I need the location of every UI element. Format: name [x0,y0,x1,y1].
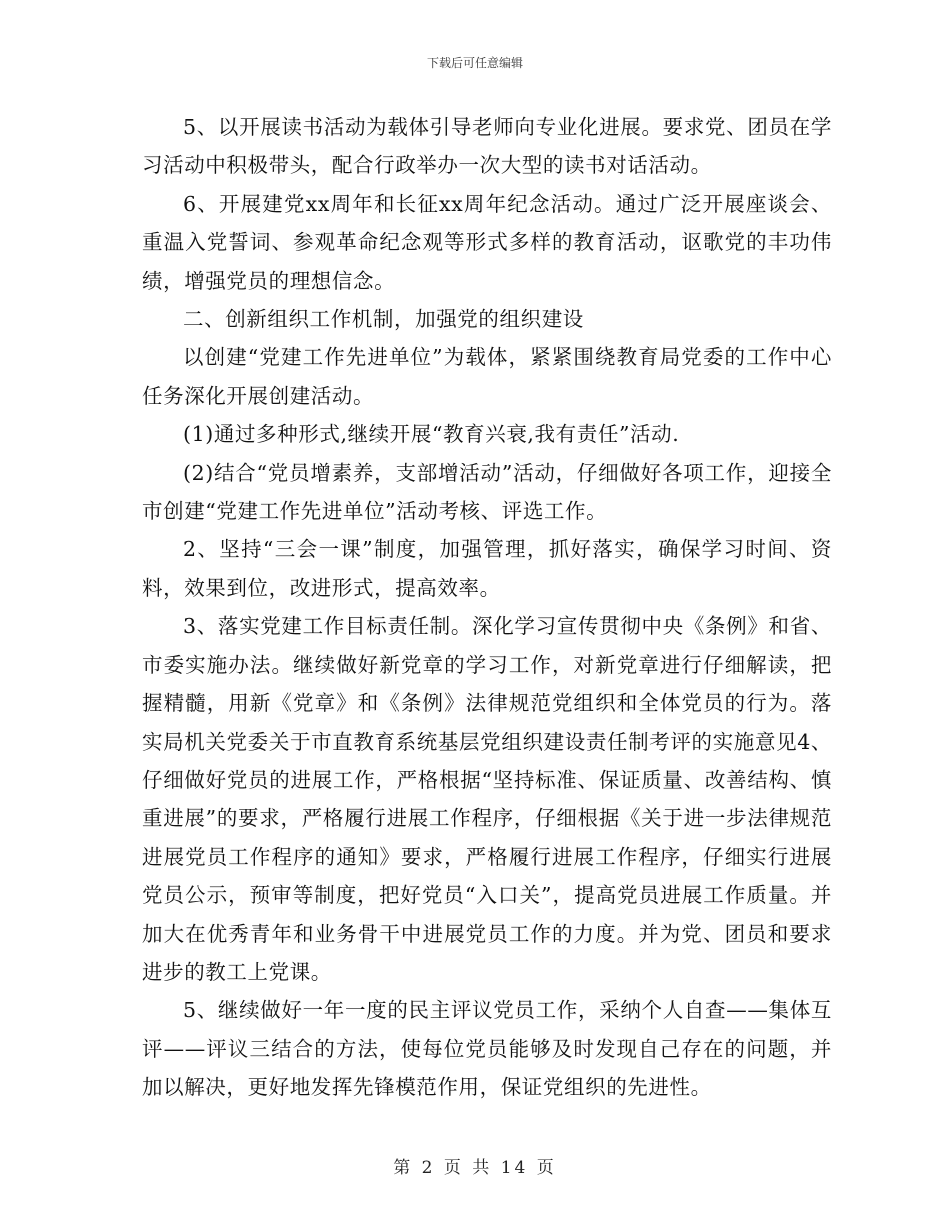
document-body [142,108,832,1107]
paragraph-advanced-unit: 以创建“党建工作先进单位”为载体，紧紧围绕教育局党委的工作中心任务深化开展创建活动。 [142,345,832,408]
paragraph-item-2: (2)结合“党员增素养，支部增活动”活动，仔细做好各项工作，迎接全市创建“党建工作先进单位”活动考核、评选工作。 [142,460,832,524]
paragraph-three-meetings: 2、坚持“三会一课”制度，加强管理，抓好落实，确保学习时间、资料，效果到位，改进形式，提高效率。 [142,537,832,600]
paragraph-democratic-review: 5、继续做好一年一度的民主评议党员工作，采纳个人自查——集体互评——评议三结合的方法，使每位党员能够及时发现自己存在的问题，并加以解决，更好地发挥先锋模范作用，保证党组织的先进性。 [142,998,832,1100]
paragraph-responsibility-system: 3、落实党建工作目标责任制。深化学习宣传贯彻中央《条例》和省、市委实施办法。继续做好新党章的学习工作，对新党章进行仔细解读，把握精髓，用新《党章》和《条例》法律规范党组织和全体党员的行为。落实局机关党委关于市直教育系统基层党组织建设责任制考评的实施意见4、仔细做好党员的进展工作，严格根据“坚持标准、保证质量、改善结构、慎重进展”的要求，严格履行进展工作程序，仔细根据《关于进一步法律规范进展党员工作程序的通知》要求，严格履行进展工作程序，仔细实行进展党员公示，预审等制度，把好党员“入口关”，提高党员进展工作质量。并加大在优秀青年和业务骨干中进展党员工作的力度。并为党、团员和要求进步的教工上党课。 [142,614,832,984]
paragraph-item-1: (1)通过多种形式,继续开展“教育兴衰,我有责任”活动. [183,422,680,447]
paragraph-anniversary-activity: 6、开展建党xx周年和长征xx周年纪念活动。通过广泛开展座谈会、重温入党誓词、参观革命纪念观等形式多样的教育活动，讴歌党的丰功伟绩，增强党员的理想信念。 [142,191,832,293]
section-heading-organization: 二、创新组织工作机制，加强党的组织建设 [183,307,584,332]
paragraph-reading-activity: 5、以开展读书活动为载体引导老师向专业化进展。要求党、团员在学习活动中积极带头，配合行政举办一次大型的读书对话活动。 [142,115,832,178]
page-footer: 第 2 页 共 14 页 [393,1158,557,1178]
page-header: 下载后可任意编辑 [426,56,523,70]
